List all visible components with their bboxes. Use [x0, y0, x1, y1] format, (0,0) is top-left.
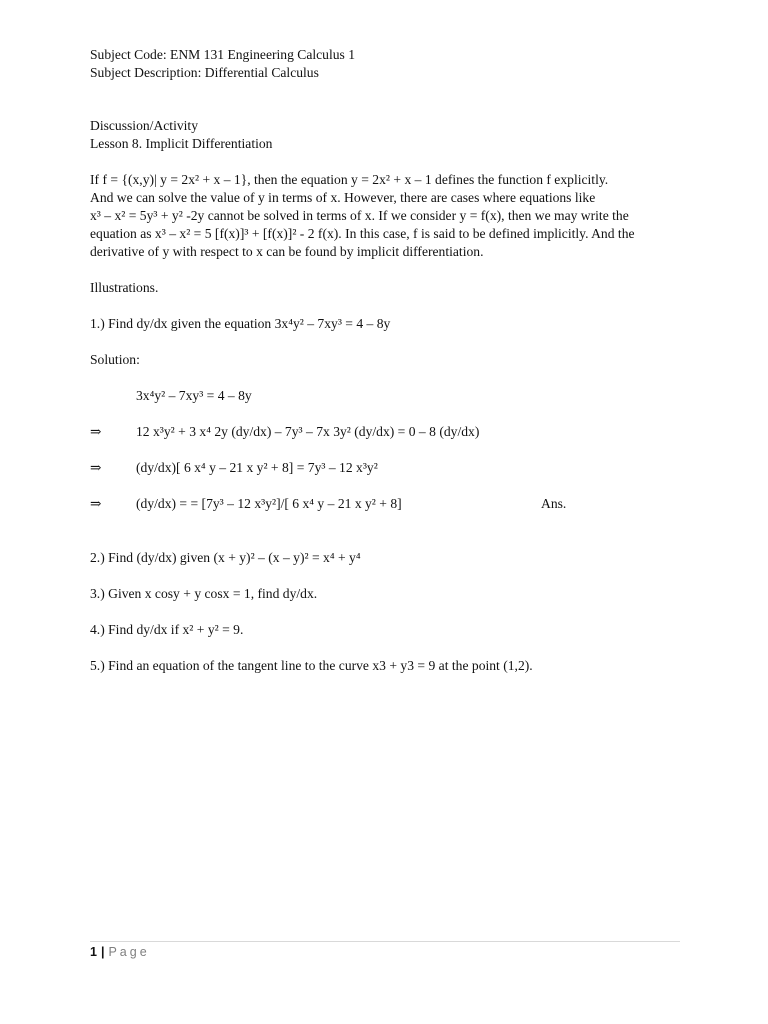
- illustrations-label: Illustrations.: [90, 280, 159, 295]
- problem-1: 1.) Find dy/dx given the equation 3x⁴y² – 7xy³ = 4 – 8y: [90, 316, 391, 331]
- subject-code: Subject Code: ENM 131 Engineering Calculus 1: [90, 47, 356, 62]
- answer-label: Ans.: [541, 496, 567, 511]
- solution-step-3: (dy/dx) = = [7y³ – 12 x³y²]/[ 6 x⁴ y – 21 x y² + 8]: [136, 496, 402, 511]
- solution-step-2: (dy/dx)[ 6 x⁴ y – 21 x y² + 8] = 7y³ – 12 x³y²: [136, 460, 378, 475]
- page-label: Page: [108, 945, 150, 959]
- implies-icon: ⇒: [90, 496, 102, 511]
- problem-4: 4.) Find dy/dx if x² + y² = 9.: [90, 622, 244, 637]
- subject-description: Subject Description: Differential Calculus: [90, 65, 319, 80]
- intro-line-3: x³ – x² = 5y³ + y² -2y cannot be solved in terms of x. If we consider y = f(x), then we may write the: [90, 208, 629, 223]
- page-footer: [90, 944, 150, 960]
- intro-line-5: derivative of y with respect to x can be found by implicit differentiation.: [90, 244, 484, 259]
- implies-icon: ⇒: [90, 424, 102, 439]
- solution-label: Solution:: [90, 352, 140, 367]
- problem-3: 3.) Given x cosy + y cosx = 1, find dy/dx.: [90, 586, 318, 601]
- intro-line-2: And we can solve the value of y in terms of x. However, there are cases where equations like: [90, 190, 596, 205]
- intro-line-1: If f = {(x,y)| y = 2x² + x – 1}, then the equation y = 2x² + x – 1 defines the function f explicitly.: [90, 172, 609, 187]
- page-number: 1: [90, 945, 97, 959]
- problem-2: 2.) Find (dy/dx) given (x + y)² – (x – y)² = x⁴ + y⁴: [90, 550, 361, 565]
- footer-divider: [90, 941, 680, 942]
- section-label: Discussion/Activity: [90, 118, 198, 133]
- solution-step-1: 12 x³y² + 3 x⁴ 2y (dy/dx) – 7y³ – 7x 3y² (dy/dx) = 0 – 8 (dy/dx): [136, 424, 480, 439]
- intro-line-4: equation as x³ – x² = 5 [f(x)]³ + [f(x)]² - 2 f(x). In this case, f is said to be defined implicitly. And the: [90, 226, 635, 241]
- implies-icon: ⇒: [90, 460, 102, 475]
- given-equation: 3x⁴y² – 7xy³ = 4 – 8y: [136, 388, 252, 403]
- footer-separator: |: [100, 945, 105, 959]
- problem-5: 5.) Find an equation of the tangent line to the curve x3 + y3 = 9 at the point (1,2).: [90, 658, 533, 673]
- lesson-title: Lesson 8. Implicit Differentiation: [90, 136, 273, 151]
